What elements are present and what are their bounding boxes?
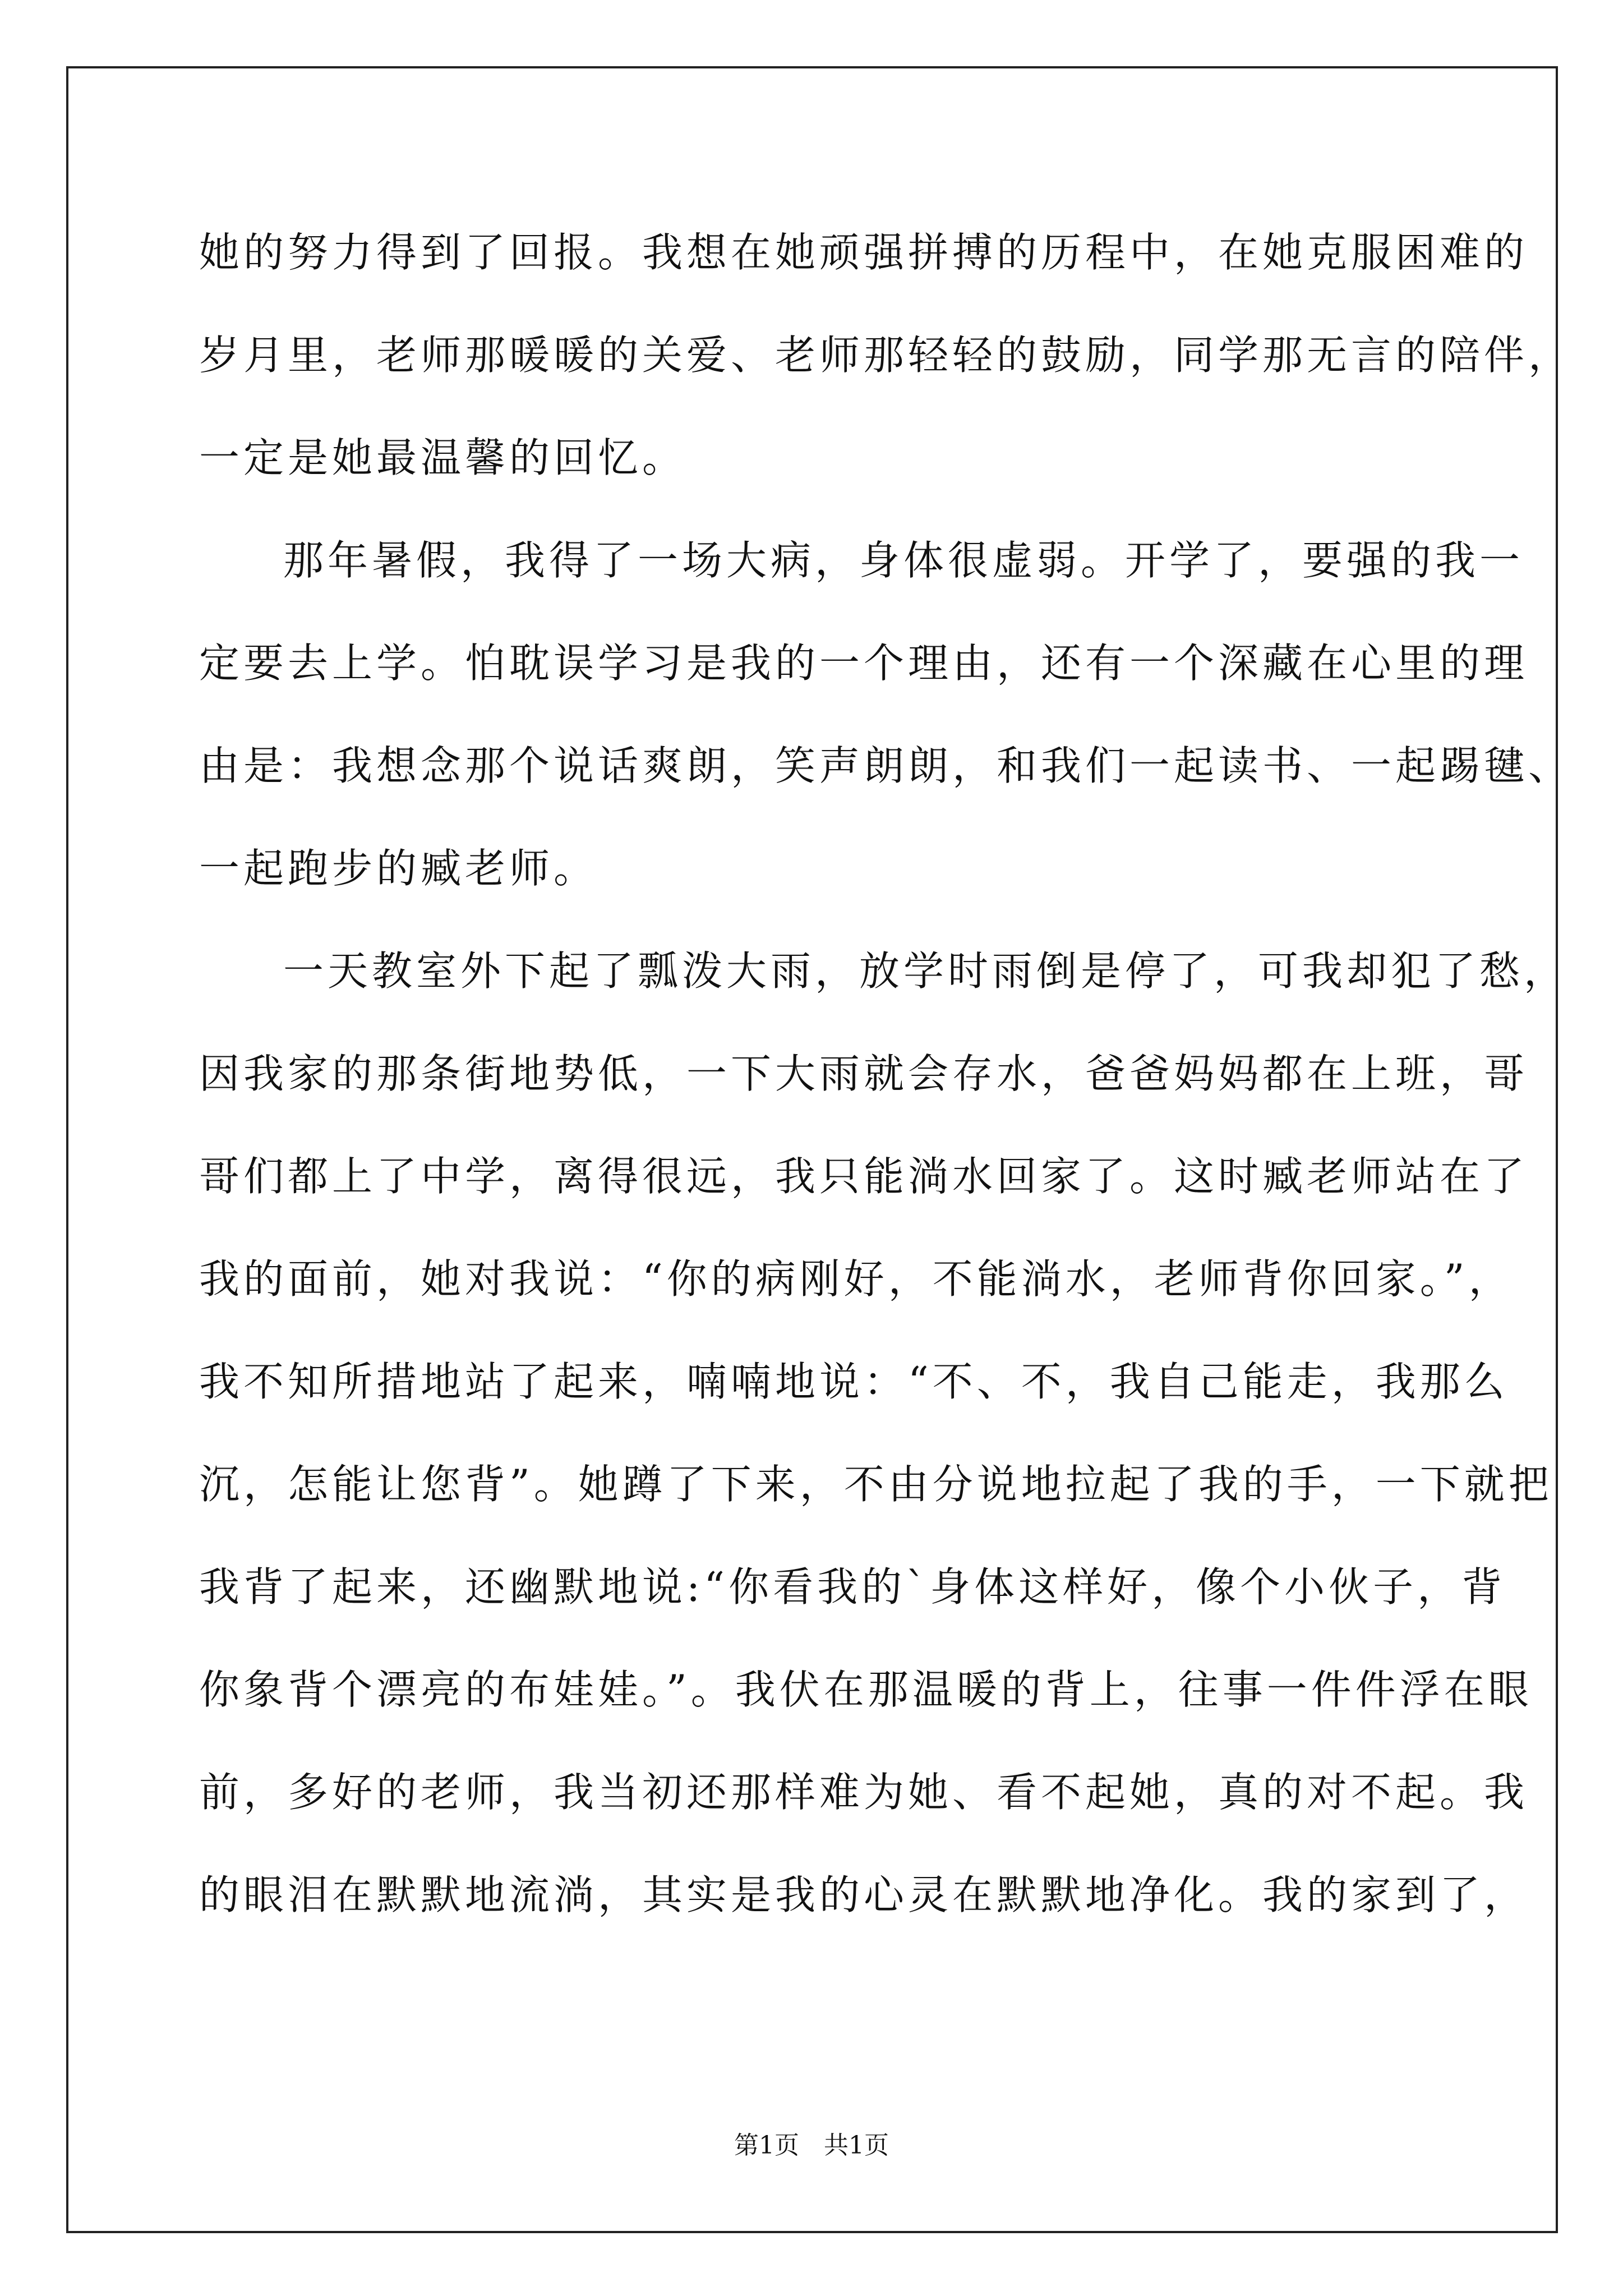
page-footer: 第1页 共1页 (734, 2131, 889, 2160)
text-line: 岁月里，老师那暖暖的关爱、老师那轻轻的鼓励，同学那无言的陪伴， (199, 332, 1573, 379)
text-line: 我背了起来，还幽默地说:“你看我的`身体这样好，像个小伙子，背 (199, 1563, 1506, 1611)
paragraph-start-line: 一天教室外下起了瓢泼大雨，放学时雨倒是停了，可我却犯了愁， (283, 947, 1569, 995)
text-line: 由是：我想念那个说话爽朗，笑声朗朗，和我们一起读书、一起踢毽、 (199, 742, 1573, 789)
text-line: 一定是她最温馨的回忆。 (199, 434, 687, 481)
document-body (199, 210, 1573, 1955)
text-line: 前，多好的老师，我当初还那样难为她、看不起她，真的对不起。我 (199, 1769, 1529, 1816)
text-line: 你象背个漂亮的布娃娃。”。我伏在那温暖的背上，往事一件件浮在眼 (199, 1666, 1533, 1713)
text-line: 哥们都上了中学，离得很远，我只能淌水回家了。这时臧老师站在了 (199, 1153, 1529, 1200)
text-line: 我不知所措地站了起来，喃喃地说：“不、不，我自己能走，我那么 (199, 1358, 1509, 1405)
text-line: 我的面前，她对我说：“你的病刚好，不能淌水，老师背你回家。”， (199, 1255, 1513, 1303)
text-line: 的眼泪在默默地流淌，其实是我的心灵在默默地净化。我的家到了， (199, 1871, 1529, 1918)
text-line: 沉，怎能让您背”。她蹲了下来，不由分说地拉起了我的手，一下就把 (199, 1461, 1553, 1508)
text-line: 她的努力得到了回报。我想在她顽强拼搏的历程中，在她克服困难的 (199, 229, 1529, 276)
text-line: 因我家的那条街地势低，一下大雨就会存水，爸爸妈妈都在上班，哥 (199, 1050, 1529, 1097)
text-line: 定要去上学。怕耽误学习是我的一个理由，还有一个深藏在心里的理 (199, 639, 1529, 687)
paragraph-start-line: 那年暑假，我得了一场大病，身体很虚弱。开学了，要强的我一 (283, 537, 1524, 584)
text-line: 一起跑步的臧老师。 (199, 845, 598, 892)
